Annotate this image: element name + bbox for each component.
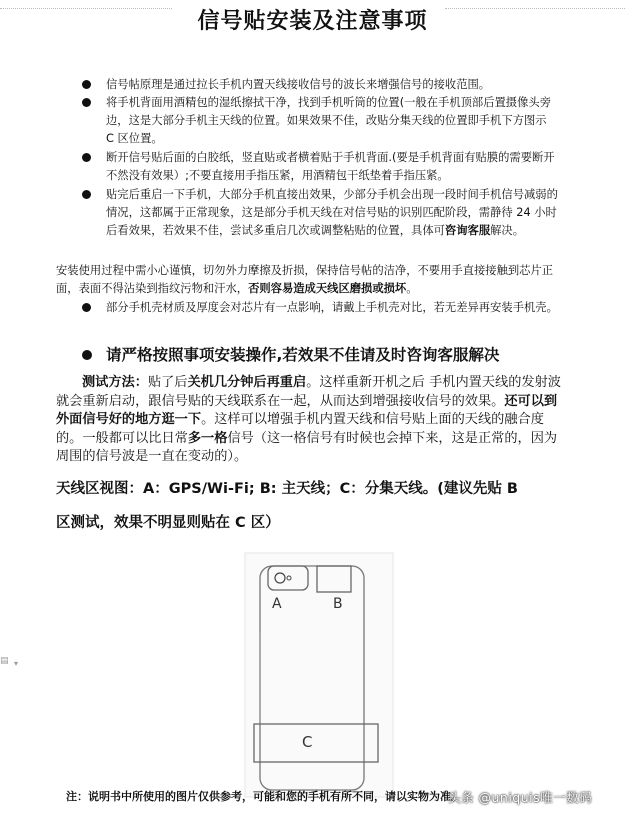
zone-b-label: B bbox=[333, 596, 343, 612]
bullet-dot bbox=[82, 80, 91, 89]
bullet-dot bbox=[82, 350, 92, 360]
chevron-down-icon[interactable]: ▾ bbox=[14, 659, 19, 668]
bullet-dot bbox=[82, 303, 91, 312]
antenna-view-line-2: 区测试，效果不明显则贴在 C 区） bbox=[56, 515, 280, 531]
antenna-view-line-1: 天线区视图：A：GPS/Wi-Fi; B: 主天线；C：分集天线。(建议先贴 B bbox=[56, 481, 518, 497]
bullet-dot bbox=[82, 98, 91, 107]
bullet-dot bbox=[82, 153, 91, 162]
watermark-overlay: 头条 @uniquis唯一数码 bbox=[448, 790, 593, 805]
phone-outline-diagram bbox=[244, 552, 394, 798]
bullet-item-principle: 信号帖原理是通过拉长手机内置天线接收信号的波长来增强信号的接收范围。 bbox=[82, 76, 558, 94]
bullet-item-clean-position: 将手机背面用酒精包的湿纸擦拭干净，找到手机听筒的位置(一般在手机顶部后置摄像头旁边，这是大部分手机主天线的位置。如果效果不佳，改贴分集天线的位置即手机下方图示 C 区位置。 bbox=[82, 94, 558, 148]
bullet-item-peel-stick: 断开信号贴后面的白胶纸，竖直贴或者横着贴于手机背面.(要是手机背面有贴膜的需要断开不然没有效果）;不要直接用手指压紧，用酒精包干纸垫着手指压紧。 bbox=[82, 149, 558, 185]
bullet-item-phone-case: 部分手机壳材质及厚度会对芯片有一点影响，请戴上手机壳对比，若无差异再安装手机壳。 bbox=[82, 299, 558, 317]
bullet-dot bbox=[82, 190, 91, 199]
footnote: 注：说明书中所使用的图片仅供参考，可能和您的手机有所不同，请以实物为准。 bbox=[66, 790, 462, 803]
zone-c-label: C bbox=[302, 733, 313, 751]
antenna-zone-diagram bbox=[244, 552, 394, 798]
test-method-paragraph: 测试方法：贴了后关机几分钟后再重启。这样重新开机之后 手机内置天线的发射波就会重新启动，跟信号贴的天线联系在一起，从而达到增强接收信号的效果。还可以到外面信号好的地方逛一下。这样可以增强手机内置天线和信号贴上面的天线的融合度的。一般都可以比日常多一格信号（这一格信号有时候也会掉下来，这是正常的，因为周围的信号波是一直在变动的）。 bbox=[56, 375, 561, 464]
document-title: 信号贴安装及注意事项 bbox=[197, 8, 428, 34]
document-side-icon[interactable]: ▤ bbox=[0, 656, 9, 666]
bullet-item-restart: 贴完后重启一下手机，大部分手机直接出效果，少部分手机会出现一段时间手机信号减弱的情况，这都属于正常现象，这是部分手机天线在对信号贴的识别匹配阶段，需静待 24 小时后看效果，若效果不佳，尝试多重启几次或调整粘贴的位置，具体可咨询客服解决。 bbox=[82, 186, 558, 240]
zone-a-label: A bbox=[272, 596, 282, 612]
important-notice-heading: 请严格按照事项安装操作,若效果不佳请及时咨询客服解决 bbox=[82, 344, 562, 366]
caution-paragraph: 安装使用过程中需小心谨慎，切勿外力摩擦及折损，保持信号帖的洁净，不要用手直接接触到芯片正面，表面不得沾染到指纹污物和汗水，否则容易造成天线区磨损或损坏。 bbox=[56, 264, 554, 295]
